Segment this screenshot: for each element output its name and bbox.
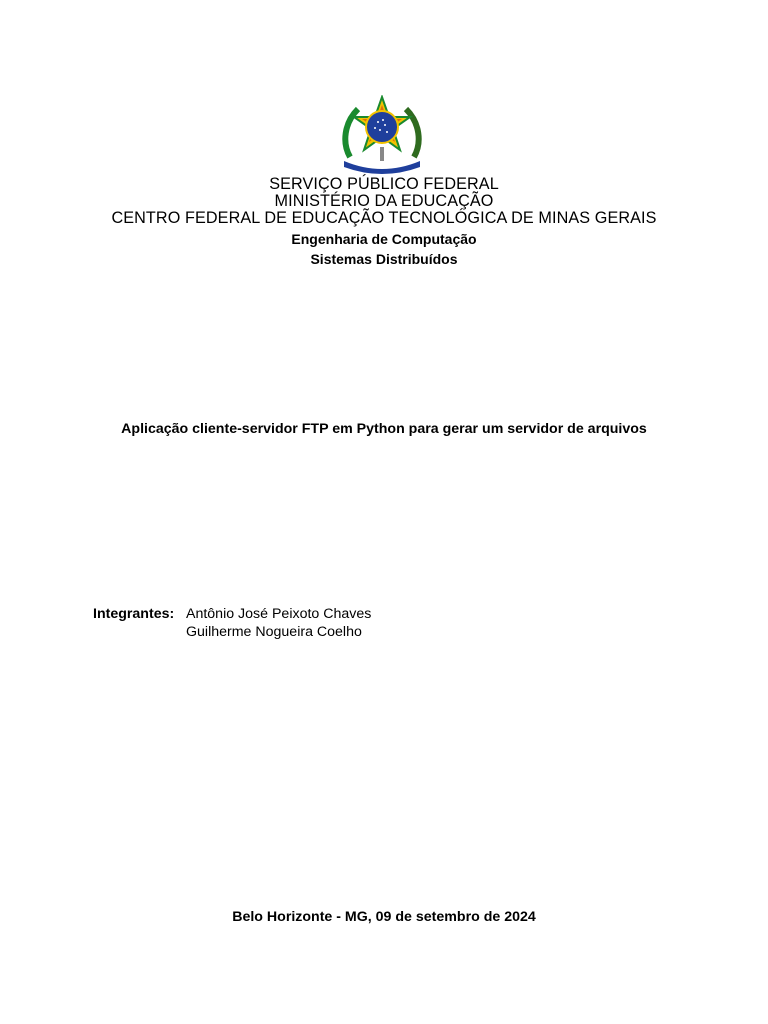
header-line-1: SERVIÇO PÚBLICO FEDERAL — [269, 175, 499, 193]
brazil-coat-of-arms-icon — [340, 95, 424, 175]
footer-place-date: Belo Horizonte - MG, 09 de setembro de 2024 — [232, 909, 536, 925]
members-block — [93, 605, 372, 640]
discipline-name: Sistemas Distribuídos — [310, 251, 458, 267]
member-name: Antônio José Peixoto Chaves — [186, 606, 372, 622]
members-label: Integrantes: — [93, 606, 175, 622]
members-list — [186, 605, 371, 641]
header-line-3: CENTRO FEDERAL DE EDUCAÇÃO TECNOLÓGICA DE MINAS GERAIS — [111, 209, 657, 227]
header-line-2: MINISTÉRIO DA EDUCAÇÃO — [274, 192, 494, 210]
member-name: Guilherme Nogueira Coelho — [186, 624, 362, 640]
document-title: Aplicação cliente-servidor FTP em Python para gerar um servidor de arquivos — [121, 421, 647, 437]
course-name: Engenharia de Computação — [291, 231, 477, 247]
